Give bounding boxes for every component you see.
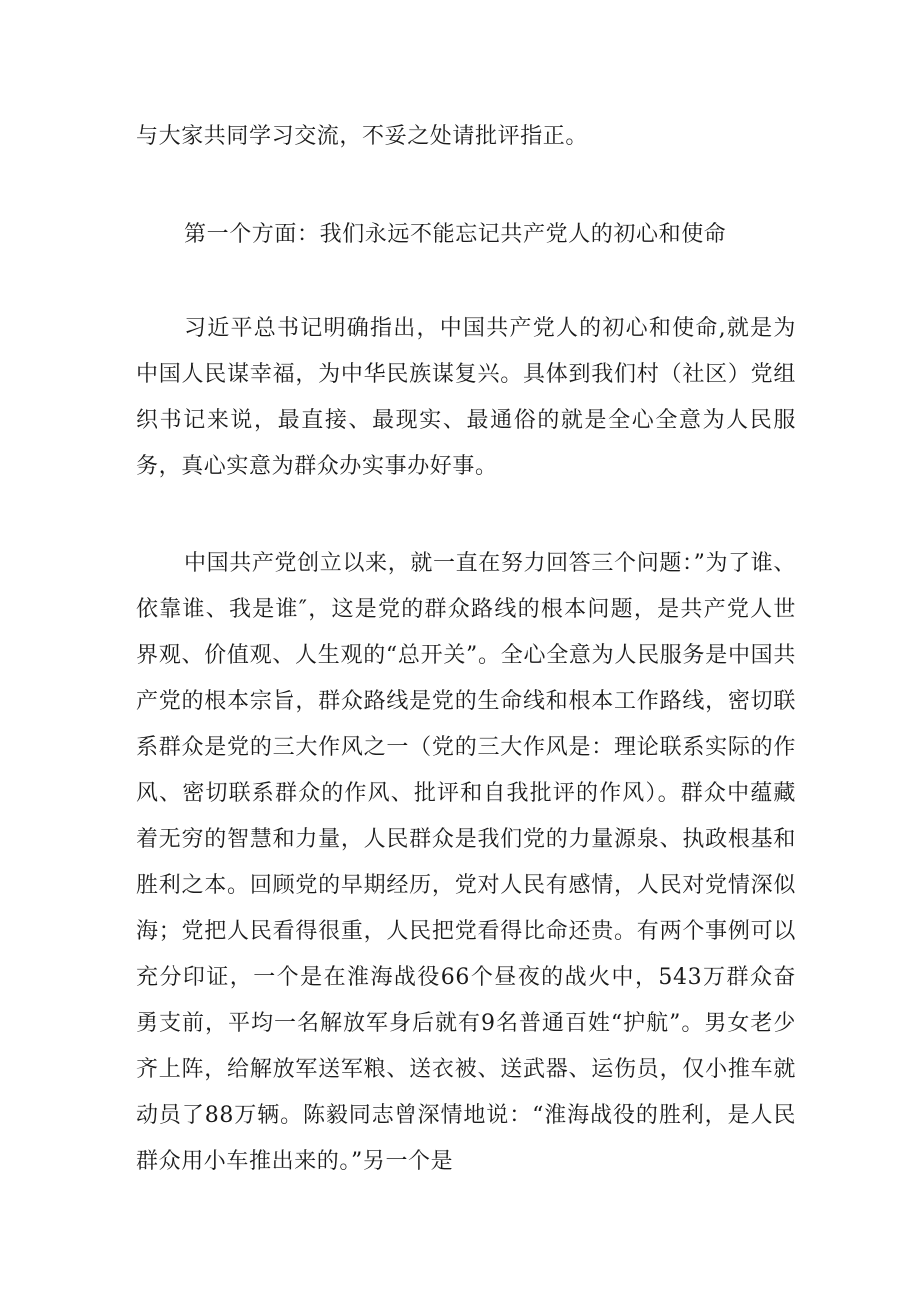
section-heading: 第一个方面：我们永远不能忘记共产党人的初心和使命	[184, 222, 727, 247]
paragraph-mission: 习近平总书记明确指出，中国共产党人的初心和使命,就是为中国人民谋幸福，为中华民族谋复兴。具体到我们村（社区）党组织书记来说，最直接、最现实、最通俗的就是全心全意为人民服务，真心实意为群众办实事办好事。	[136, 316, 796, 479]
paragraph-closing-line: 与大家共同学习交流，不妥之处请批评指正。	[136, 124, 589, 149]
paragraph-mass-line: 中国共产党创立以来，就一直在努力回答三个问题：”为了谁、依靠谁、我是谁″，这是党的群众路线的根本问题，是共产党人世界观、价值观、人生观的“总开关”。全心全意为人民服务是中国共产党的根本宗旨，群众路线是党的生命线和根本工作路线，密切联系群众是党的三大作风之一（党的三大作风是：理论联系实际的作风、密切联系群众的作风、批评和自我批评的作风）。群众中蕴藏着无穷的智慧和力量，人民群众是我们党的力量源泉、执政根基和胜利之本。回顾党的早期经历，党对人民有感情，人民对党情深似海；党把人民看得很重，人民把党看得比命还贵。有两个事例可以充分印证，一个是在淮海战役66个昼夜的战火中，543万群众奋勇支前，平均一名解放军身后就有9名普通百姓“护航”。男女老少齐上阵，给解放军送军粮、送衣被、送武器、运伤员，仅小推车就动员了88万辆。陈毅同志曾深情地说：“淮海战役的胜利，是人民群众用小车推出来的。”另一个是	[136, 551, 796, 1174]
